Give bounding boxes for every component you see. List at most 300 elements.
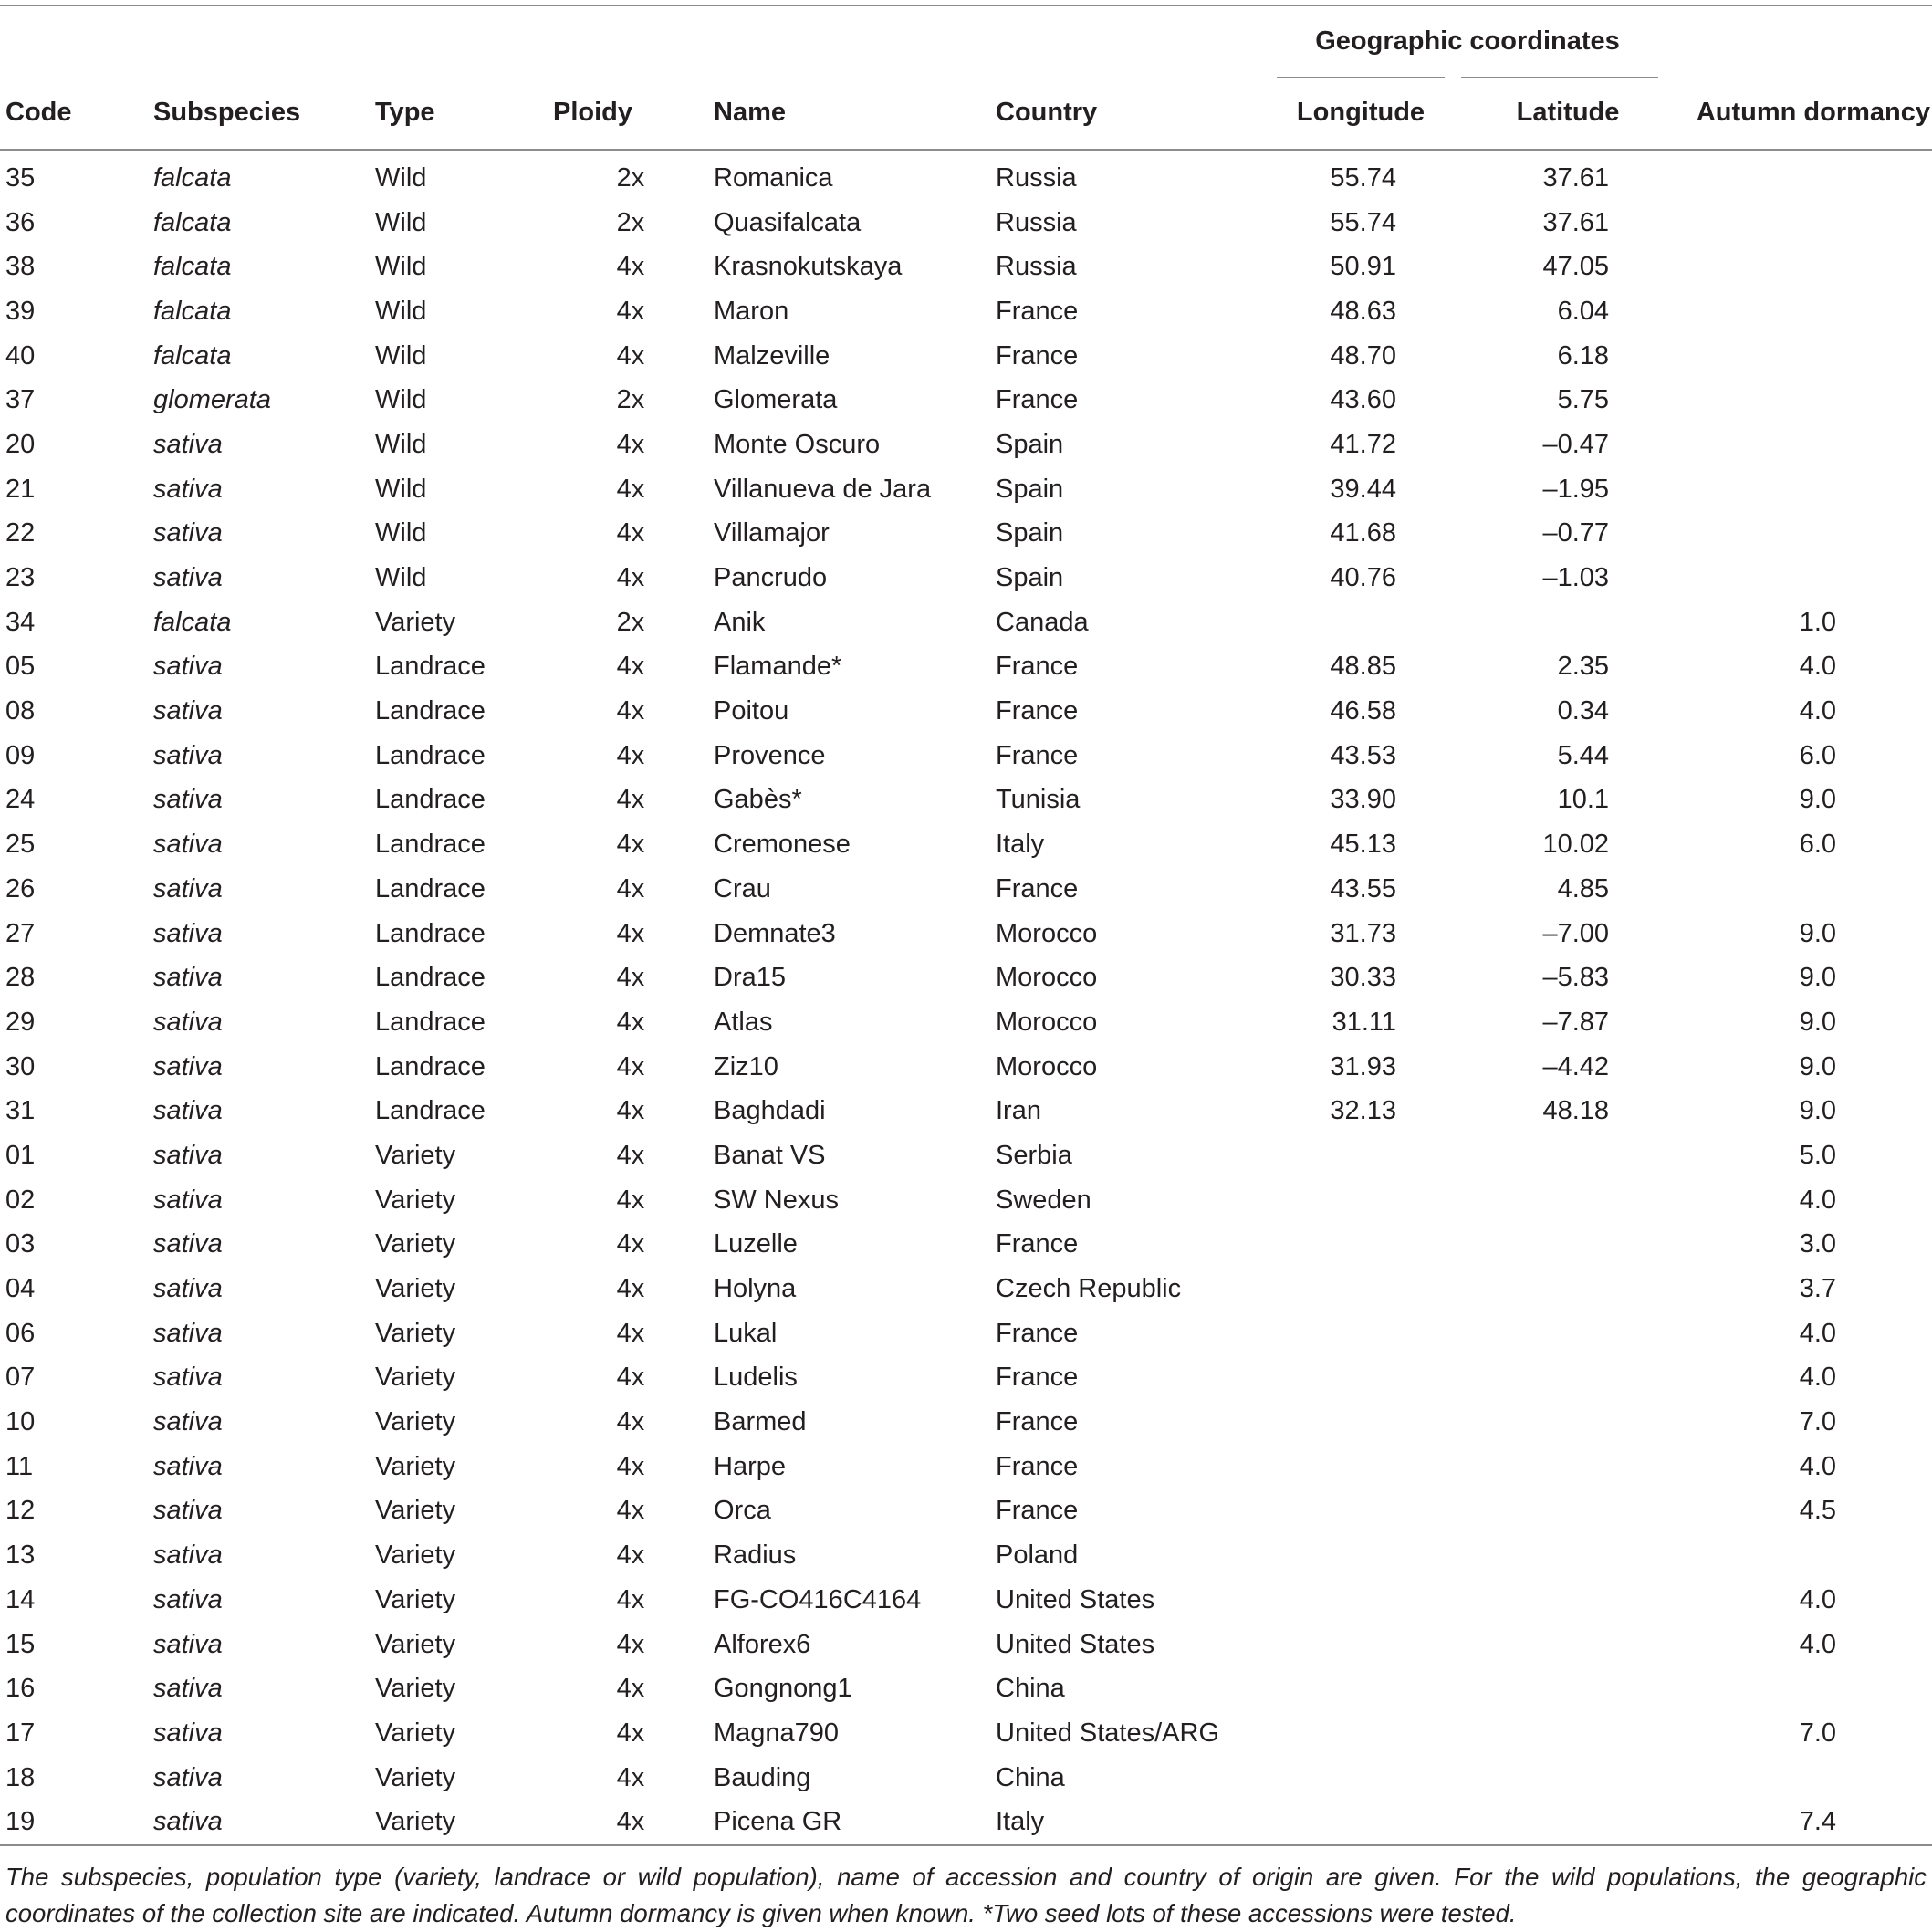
cell-subspecies: sativa <box>153 518 223 548</box>
cell-country: Serbia <box>996 1140 1072 1170</box>
cell-autumn-dormancy <box>1675 1666 1932 1711</box>
cell-autumn-dormancy: 4.0 <box>1799 1185 1837 1215</box>
cell-subspecies: sativa <box>153 1718 223 1748</box>
cell-ploidy: 4x <box>616 1584 645 1614</box>
cell-ploidy: 4x <box>616 252 645 282</box>
cell-name: SW Nexus <box>714 1185 839 1215</box>
cell-autumn-dormancy <box>1675 1533 1932 1578</box>
table-body <box>0 150 1932 1845</box>
table-row <box>0 1133 1932 1178</box>
cell-longitude: 43.60 <box>1330 385 1396 415</box>
cell-name: Anik <box>714 607 766 637</box>
cell-code: 07 <box>5 1363 36 1393</box>
cell-name: Quasifalcata <box>714 207 862 237</box>
cell-longitude <box>1260 1400 1461 1445</box>
cell-type: Wild <box>375 340 427 371</box>
cell-latitude: 5.75 <box>1557 385 1610 415</box>
cell-latitude: 37.61 <box>1542 162 1610 193</box>
cell-longitude: 31.73 <box>1330 918 1396 948</box>
cell-autumn-dormancy: 9.0 <box>1799 963 1837 993</box>
cell-country: Russia <box>996 207 1077 237</box>
cell-name: Krasnokutskaya <box>714 252 903 282</box>
cell-autumn-dormancy <box>1675 201 1932 245</box>
cell-subspecies: sativa <box>153 1051 223 1081</box>
cell-type: Wild <box>375 207 427 237</box>
cell-name: Flamande* <box>714 652 842 682</box>
cell-type: Wild <box>375 252 427 282</box>
cell-name: Picena GR <box>708 1800 990 1845</box>
cell-latitude <box>1461 1489 1675 1534</box>
cell-type: Landrace <box>375 918 486 948</box>
cell-longitude: 43.53 <box>1330 740 1396 770</box>
cell-ploidy: 4x <box>553 1800 708 1845</box>
cell-longitude: 46.58 <box>1330 696 1396 726</box>
cell-name: Provence <box>714 740 826 770</box>
cell-name: Demnate3 <box>714 918 836 948</box>
cell-subspecies: sativa <box>153 1274 223 1304</box>
table-row <box>0 245 1932 289</box>
table-row <box>0 1533 1932 1578</box>
cell-latitude <box>1461 1400 1675 1445</box>
cell-code: 13 <box>5 1540 36 1571</box>
table-row <box>0 1756 1932 1801</box>
cell-autumn-dormancy: 4.0 <box>1799 1584 1837 1614</box>
cell-ploidy: 4x <box>616 1096 645 1126</box>
table-row <box>0 912 1932 956</box>
cell-type: Landrace <box>375 652 486 682</box>
cell-ploidy: 4x <box>616 1051 645 1081</box>
cell-subspecies: sativa <box>153 1140 223 1170</box>
cell-latitude <box>1461 1223 1675 1268</box>
cell-autumn-dormancy: 4.0 <box>1799 1451 1837 1481</box>
cell-code: 30 <box>5 1051 36 1081</box>
cell-code: 24 <box>5 785 36 815</box>
cell-longitude <box>1260 1578 1461 1623</box>
cell-country: France <box>996 1229 1079 1259</box>
cell-code: 27 <box>5 918 36 948</box>
cell-latitude: 37.61 <box>1542 207 1610 237</box>
header-row-columns <box>0 77 1932 150</box>
cell-name: Atlas <box>714 1007 773 1037</box>
cell-country: United States/ARG <box>996 1718 1219 1748</box>
cell-code: 29 <box>5 1007 36 1037</box>
cell-name: Ludelis <box>714 1363 798 1393</box>
cell-subspecies: sativa <box>153 1407 223 1437</box>
cell-code: 18 <box>5 1762 36 1792</box>
cell-autumn-dormancy: 9.0 <box>1799 1051 1837 1081</box>
cell-country: France <box>996 385 1079 415</box>
cell-code: 05 <box>5 652 36 682</box>
cell-longitude: 30.33 <box>1330 963 1396 993</box>
cell-autumn-dormancy <box>1675 1756 1932 1801</box>
cell-latitude: 2.35 <box>1557 652 1610 682</box>
table-row <box>0 867 1932 912</box>
cell-autumn-dormancy: 4.5 <box>1799 1496 1837 1526</box>
cell-latitude: 6.04 <box>1557 296 1610 326</box>
cell-name: Dra15 <box>714 963 786 993</box>
cell-longitude <box>1260 600 1461 645</box>
cell-subspecies: sativa <box>153 652 223 682</box>
cell-autumn-dormancy: 1.0 <box>1799 607 1837 637</box>
cell-type: Variety <box>375 1718 456 1748</box>
cell-ploidy: 4x <box>616 696 645 726</box>
cell-country: Italy <box>996 830 1045 860</box>
cell-latitude: 10.02 <box>1542 830 1610 860</box>
table-row <box>0 1666 1932 1711</box>
cell-country: Spain <box>996 474 1064 504</box>
cell-code: 10 <box>5 1407 36 1437</box>
cell-ploidy: 4x <box>616 563 645 593</box>
cell-subspecies: sativa <box>153 1318 223 1348</box>
cell-country: Morocco <box>996 918 1098 948</box>
col-header-type: Type <box>370 77 553 150</box>
cell-name: Crau <box>714 873 771 903</box>
table-row <box>0 1711 1932 1756</box>
cell-subspecies: sativa <box>153 563 223 593</box>
cell-name: Cremonese <box>714 830 851 860</box>
cell-ploidy: 4x <box>616 1496 645 1526</box>
cell-type: Landrace <box>375 1096 486 1126</box>
cell-subspecies: sativa <box>153 1363 223 1393</box>
cell-code: 34 <box>5 607 36 637</box>
cell-code: 25 <box>5 830 36 860</box>
cell-type: Landrace <box>375 696 486 726</box>
col-header-ploidy: Ploidy <box>553 77 708 150</box>
cell-longitude: 55.74 <box>1330 207 1396 237</box>
accessions-table <box>0 5 1932 1846</box>
cell-subspecies: sativa <box>153 1496 223 1526</box>
cell-code: 36 <box>5 207 36 237</box>
cell-subspecies: glomerata <box>153 385 271 415</box>
cell-latitude: 0.34 <box>1557 696 1610 726</box>
cell-ploidy: 4x <box>616 1007 645 1037</box>
cell-latitude: –7.00 <box>1542 918 1610 948</box>
cell-ploidy: 4x <box>616 474 645 504</box>
cell-country: Morocco <box>996 1051 1098 1081</box>
cell-ploidy: 4x <box>616 963 645 993</box>
table-row <box>0 1311 1932 1356</box>
table-row <box>0 1045 1932 1090</box>
cell-longitude: 48.70 <box>1330 340 1396 371</box>
cell-latitude: 10.1 <box>1557 785 1610 815</box>
geo-group-rule <box>1277 77 1445 78</box>
cell-latitude <box>1461 1533 1675 1578</box>
cell-country: Spain <box>996 518 1064 548</box>
cell-name: Poitou <box>714 696 789 726</box>
cell-country: Spain <box>996 429 1064 459</box>
cell-longitude: 45.13 <box>1330 830 1396 860</box>
cell-autumn-dormancy: 7.0 <box>1799 1407 1837 1437</box>
table-row <box>0 1489 1932 1534</box>
cell-subspecies: sativa <box>153 785 223 815</box>
cell-type: Variety <box>375 1674 456 1704</box>
col-header-longitude-label: Longitude <box>1296 98 1426 127</box>
cell-subspecies: sativa <box>153 1540 223 1571</box>
cell-ploidy: 4x <box>616 429 645 459</box>
table-row <box>0 1445 1932 1489</box>
cell-autumn-dormancy: 3.0 <box>1799 1229 1837 1259</box>
cell-code: 39 <box>5 296 36 326</box>
cell-subspecies: sativa <box>153 1762 223 1792</box>
col-header-autumn-dormancy: Autumn dormancy <box>1675 77 1932 150</box>
cell-autumn-dormancy: 4.0 <box>1799 1363 1837 1393</box>
table-row <box>0 600 1932 645</box>
cell-longitude <box>1260 1133 1461 1178</box>
cell-type: Variety <box>375 1140 456 1170</box>
cell-code: 17 <box>5 1718 36 1748</box>
cell-code: 06 <box>5 1318 36 1348</box>
table-row <box>0 645 1932 690</box>
cell-country: France <box>996 740 1079 770</box>
cell-latitude: –1.95 <box>1542 474 1610 504</box>
cell-autumn-dormancy <box>1675 512 1932 557</box>
cell-name: Villanueva de Jara <box>714 474 932 504</box>
table-row <box>0 512 1932 557</box>
cell-ploidy: 4x <box>616 873 645 903</box>
cell-latitude <box>1461 1756 1675 1801</box>
cell-code: 08 <box>5 696 36 726</box>
cell-subspecies: falcata <box>153 607 232 637</box>
cell-type: Variety <box>375 1451 456 1481</box>
cell-latitude <box>1461 1711 1675 1756</box>
cell-country: Tunisia <box>996 785 1081 815</box>
col-header-subspecies: Subspecies <box>148 77 370 150</box>
cell-type: Variety <box>375 1407 456 1437</box>
table-row <box>0 1623 1932 1667</box>
table-row <box>0 822 1932 867</box>
cell-ploidy: 4x <box>616 340 645 371</box>
cell-name: Luzelle <box>714 1229 798 1259</box>
cell-code: 31 <box>5 1096 36 1126</box>
table-row <box>0 378 1932 423</box>
cell-type: Variety <box>375 1629 456 1659</box>
table-row <box>0 201 1932 245</box>
cell-type: Variety <box>375 1584 456 1614</box>
cell-ploidy: 4x <box>616 1318 645 1348</box>
cell-code: 21 <box>5 474 36 504</box>
cell-country: Spain <box>996 563 1064 593</box>
cell-country: United States <box>996 1584 1155 1614</box>
cell-longitude: 50.91 <box>1330 252 1396 282</box>
cell-type: Landrace <box>375 1007 486 1037</box>
cell-ploidy: 4x <box>616 1451 645 1481</box>
cell-name: Gongnong1 <box>714 1674 852 1704</box>
cell-country: Sweden <box>996 1185 1091 1215</box>
cell-code: 40 <box>5 340 36 371</box>
cell-ploidy: 4x <box>616 652 645 682</box>
cell-longitude <box>1260 1800 1461 1845</box>
cell-code: 03 <box>5 1229 36 1259</box>
cell-type: Variety <box>375 1318 456 1348</box>
table-row <box>0 1578 1932 1623</box>
cell-subspecies: falcata <box>153 207 232 237</box>
cell-longitude: 41.72 <box>1330 429 1396 459</box>
table-row <box>0 150 1932 201</box>
cell-ploidy: 4x <box>616 1407 645 1437</box>
table-row <box>0 334 1932 379</box>
cell-longitude <box>1260 1311 1461 1356</box>
cell-autumn-dormancy: 4.0 <box>1799 1318 1837 1348</box>
cell-name: Barmed <box>714 1407 807 1437</box>
cell-autumn-dormancy <box>1675 467 1932 512</box>
cell-type: Landrace <box>375 963 486 993</box>
cell-code: 02 <box>5 1185 36 1215</box>
cell-subspecies: falcata <box>153 162 232 193</box>
cell-name: FG-CO416C4164 <box>714 1584 922 1614</box>
cell-latitude <box>1461 1267 1675 1311</box>
cell-ploidy: 4x <box>616 518 645 548</box>
cell-country: France <box>996 1363 1079 1393</box>
cell-subspecies: sativa <box>153 1007 223 1037</box>
cell-code: 11 <box>5 1451 34 1481</box>
cell-subspecies: sativa <box>153 1229 223 1259</box>
cell-type: Variety <box>375 1185 456 1215</box>
cell-name: Gabès* <box>714 785 802 815</box>
col-header-latitude <box>1461 77 1675 150</box>
cell-longitude: 39.44 <box>1330 474 1396 504</box>
cell-ploidy: 4x <box>616 1762 645 1792</box>
cell-longitude <box>1260 1711 1461 1756</box>
cell-latitude: 4.85 <box>1557 873 1610 903</box>
cell-type: Variety <box>370 1800 553 1845</box>
cell-name: Harpe <box>714 1451 786 1481</box>
cell-subspecies: sativa <box>153 963 223 993</box>
cell-autumn-dormancy: 7.0 <box>1799 1718 1837 1748</box>
cell-longitude: 32.13 <box>1330 1096 1396 1126</box>
cell-type: Variety <box>375 607 456 637</box>
cell-subspecies: sativa <box>153 1584 223 1614</box>
cell-name: Pancrudo <box>714 563 828 593</box>
cell-country: France <box>996 873 1079 903</box>
cell-autumn-dormancy: 3.7 <box>1799 1274 1837 1304</box>
cell-autumn-dormancy <box>1675 423 1932 467</box>
cell-name: Monte Oscuro <box>714 429 881 459</box>
cell-code: 26 <box>5 873 36 903</box>
col-header-name: Name <box>708 77 990 150</box>
cell-type: Wild <box>375 296 427 326</box>
col-header-longitude <box>1260 77 1461 150</box>
cell-latitude: –0.47 <box>1542 429 1610 459</box>
cell-autumn-dormancy: 9.0 <box>1799 1096 1837 1126</box>
cell-ploidy: 4x <box>616 1274 645 1304</box>
cell-type: Wild <box>375 429 427 459</box>
cell-type: Variety <box>375 1274 456 1304</box>
cell-type: Variety <box>375 1496 456 1526</box>
cell-code: 14 <box>5 1584 36 1614</box>
cell-latitude: 5.44 <box>1557 740 1610 770</box>
cell-code: 37 <box>5 385 36 415</box>
cell-autumn-dormancy <box>1675 245 1932 289</box>
cell-ploidy: 4x <box>616 785 645 815</box>
cell-country: Morocco <box>996 963 1098 993</box>
cell-autumn-dormancy: 4.0 <box>1799 1629 1837 1659</box>
cell-code: 20 <box>5 429 36 459</box>
cell-ploidy: 2x <box>616 162 645 193</box>
cell-name: Baghdadi <box>714 1096 826 1126</box>
cell-name: Magna790 <box>714 1718 840 1748</box>
cell-code: 28 <box>5 963 36 993</box>
cell-latitude <box>1461 1623 1675 1667</box>
cell-code: 09 <box>5 740 36 770</box>
cell-name: Ziz10 <box>714 1051 778 1081</box>
cell-code: 01 <box>5 1140 36 1170</box>
cell-type: Variety <box>375 1229 456 1259</box>
cell-ploidy: 4x <box>616 740 645 770</box>
cell-code: 15 <box>5 1629 36 1659</box>
cell-ploidy: 4x <box>616 1540 645 1571</box>
cell-longitude <box>1260 1178 1461 1223</box>
cell-longitude <box>1260 1489 1461 1534</box>
cell-longitude: 33.90 <box>1330 785 1396 815</box>
cell-autumn-dormancy: 9.0 <box>1799 785 1837 815</box>
cell-type: Landrace <box>375 873 486 903</box>
cell-name: Villamajor <box>714 518 830 548</box>
cell-autumn-dormancy: 9.0 <box>1799 918 1837 948</box>
cell-name: Malzeville <box>714 340 830 371</box>
cell-latitude: 47.05 <box>1542 252 1610 282</box>
cell-autumn-dormancy: 7.4 <box>1675 1800 1932 1845</box>
cell-longitude <box>1260 1445 1461 1489</box>
cell-latitude <box>1461 600 1675 645</box>
col-header-country: Country <box>990 77 1260 150</box>
cell-autumn-dormancy <box>1675 150 1932 201</box>
cell-latitude <box>1461 1578 1675 1623</box>
table-row <box>0 1400 1932 1445</box>
cell-latitude: –4.42 <box>1542 1051 1610 1081</box>
cell-country: United States <box>996 1629 1155 1659</box>
cell-name: Banat VS <box>714 1140 826 1170</box>
table-row <box>0 956 1932 1000</box>
cell-ploidy: 4x <box>616 1229 645 1259</box>
cell-name: Holyna <box>714 1274 797 1304</box>
cell-country: France <box>996 652 1079 682</box>
cell-ploidy: 4x <box>616 1718 645 1748</box>
cell-autumn-dormancy: 9.0 <box>1799 1007 1837 1037</box>
cell-autumn-dormancy <box>1675 378 1932 423</box>
cell-latitude <box>1461 1311 1675 1356</box>
table-row <box>0 1000 1932 1045</box>
cell-subspecies: falcata <box>153 252 232 282</box>
cell-longitude <box>1260 1623 1461 1667</box>
cell-subspecies: sativa <box>153 474 223 504</box>
cell-country: France <box>996 340 1079 371</box>
cell-latitude: –1.03 <box>1542 563 1610 593</box>
table-row <box>0 689 1932 734</box>
cell-autumn-dormancy <box>1675 289 1932 334</box>
cell-longitude: 43.55 <box>1330 873 1396 903</box>
cell-name: Maron <box>714 296 789 326</box>
table-row <box>0 1267 1932 1311</box>
table-header <box>0 5 1932 150</box>
header-row-group <box>0 5 1932 77</box>
cell-name: Alforex6 <box>714 1629 811 1659</box>
cell-longitude: 48.63 <box>1330 296 1396 326</box>
cell-ploidy: 2x <box>616 207 645 237</box>
cell-longitude: 31.93 <box>1330 1051 1396 1081</box>
cell-ploidy: 4x <box>616 1674 645 1704</box>
table-row <box>0 778 1932 823</box>
cell-type: Wild <box>375 474 427 504</box>
cell-latitude: –7.87 <box>1542 1007 1610 1037</box>
cell-ploidy: 4x <box>616 296 645 326</box>
cell-country: France <box>996 1496 1079 1526</box>
cell-subspecies: sativa <box>153 1674 223 1704</box>
cell-type: Wild <box>375 385 427 415</box>
cell-type: Variety <box>375 1762 456 1792</box>
cell-ploidy: 4x <box>616 1140 645 1170</box>
cell-subspecies: sativa <box>148 1800 370 1845</box>
cell-longitude: 40.76 <box>1330 563 1396 593</box>
